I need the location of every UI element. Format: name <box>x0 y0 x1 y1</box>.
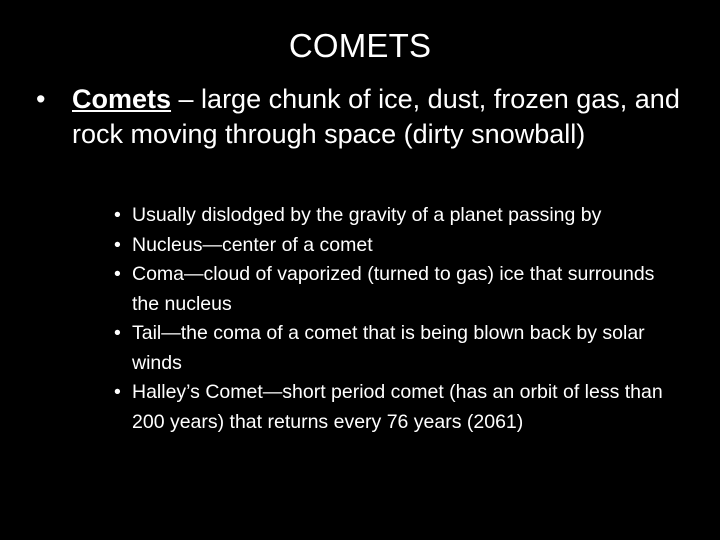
sub-bullet-list <box>114 201 684 437</box>
main-bullet <box>36 82 686 152</box>
main-bullet-text <box>72 82 686 152</box>
sub-bullet-halley <box>114 378 684 437</box>
sub-bullet-text: Halley’s Comet—short period comet (has an orbit of less than 200 years) that returns every 76 years (2061) <box>132 381 663 433</box>
bullet-marker: • <box>114 263 121 285</box>
term-comets: Comets <box>72 84 172 114</box>
bullet-marker: • <box>36 84 46 114</box>
bullet-marker: • <box>114 204 121 226</box>
sub-bullet-gravity <box>114 201 684 231</box>
sub-bullet-text: Coma—cloud of vaporized (turned to gas) ice that surrounds the nucleus <box>132 263 655 315</box>
bullet-marker: • <box>114 381 121 403</box>
bullet-marker: • <box>114 233 121 256</box>
sub-bullet-nucleus <box>114 231 684 261</box>
sub-bullet-text: Tail—the coma of a comet that is being blown back by solar winds <box>132 322 645 374</box>
sub-bullet-tail <box>114 319 684 378</box>
sub-bullet-text: Usually dislodged by the gravity of a planet passing by <box>132 204 602 226</box>
slide-title: COMETS <box>288 27 432 64</box>
sub-bullet-coma <box>114 260 684 319</box>
bullet-marker: • <box>114 322 121 344</box>
sub-bullet-text: Nucleus—center of a comet <box>132 233 373 256</box>
term-definition: – large chunk of ice, dust, frozen gas, and rock moving through space (dirty snowball) <box>72 84 680 149</box>
